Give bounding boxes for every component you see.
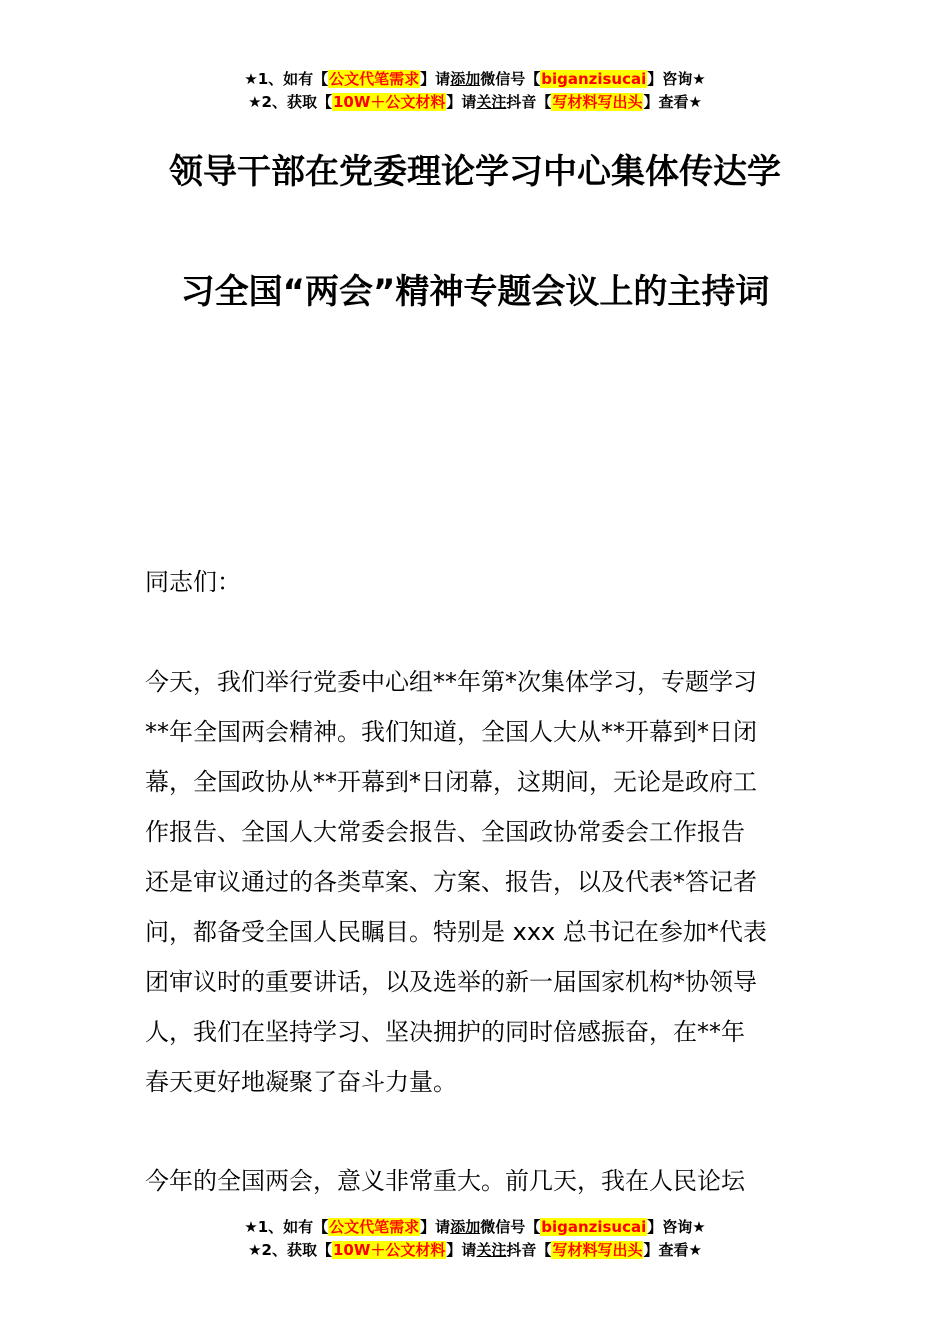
service-highlight: 公文代笔需求: [329, 70, 420, 88]
douyin-id-highlight: 写材料写出头: [552, 93, 643, 111]
paragraph-line: **年全国两会精神。我们知道，全国人大从**开幕到*日闭: [145, 718, 757, 746]
paragraph-line: 问，都备受全国人民瞩目。特别是 xxx 总书记在参加*代表: [145, 918, 767, 946]
paragraph-line: 作报告、全国人大常委会报告、全国政协常委会工作报告: [145, 818, 745, 846]
notice-line-1: ★1、如有【公文代笔需求】请添加微信号【biganzisucai】咨询★: [244, 70, 706, 88]
material-highlight: 10W＋公文材料: [332, 93, 446, 111]
document-title-line-1: 领导干部在党委理论学习中心集体传达学: [169, 152, 781, 192]
paragraph-1: [145, 657, 810, 1107]
paragraph-line: 春天更好地凝聚了奋斗力量。: [145, 1068, 457, 1096]
document-title-line-2: 习全国“两会”精神专题会议上的主持词: [180, 272, 770, 312]
footer-notice: [0, 1216, 950, 1262]
wechat-id-highlight: biganzisucai: [541, 70, 647, 88]
paragraph-line: 还是审议通过的各类草案、方案、报告，以及代表*答记者: [145, 868, 757, 896]
notice-line-2: ★2、获取【10W＋公文材料】请关注抖音【写材料写出头】查看★: [248, 1241, 702, 1259]
douyin-id-highlight: 写材料写出头: [552, 1241, 643, 1259]
notice-line-1: ★1、如有【公文代笔需求】请添加微信号【biganzisucai】咨询★: [244, 1218, 706, 1236]
service-highlight: 公文代笔需求: [329, 1218, 420, 1236]
paragraph-line: 今年的全国两会，意义非常重大。前几天，我在人民论坛: [145, 1167, 745, 1195]
wechat-id-highlight: biganzisucai: [541, 1218, 647, 1236]
greeting: 同志们：: [145, 568, 241, 596]
material-highlight: 10W＋公文材料: [332, 1241, 446, 1259]
paragraph-line: 人，我们在坚持学习、坚决拥护的同时倍感振奋，在**年: [145, 1018, 745, 1046]
paragraph-2: [145, 1156, 810, 1206]
paragraph-line: 幕，全国政协从**开幕到*日闭幕，这期间，无论是政府工: [145, 768, 757, 796]
notice-line-2: ★2、获取【10W＋公文材料】请关注抖音【写材料写出头】查看★: [248, 93, 702, 111]
paragraph-line: 团审议时的重要讲话，以及选举的新一届国家机构*协领导: [145, 968, 757, 996]
header-notice: [0, 68, 950, 114]
paragraph-line: 今天，我们举行党委中心组**年第*次集体学习，专题学习: [145, 668, 757, 696]
